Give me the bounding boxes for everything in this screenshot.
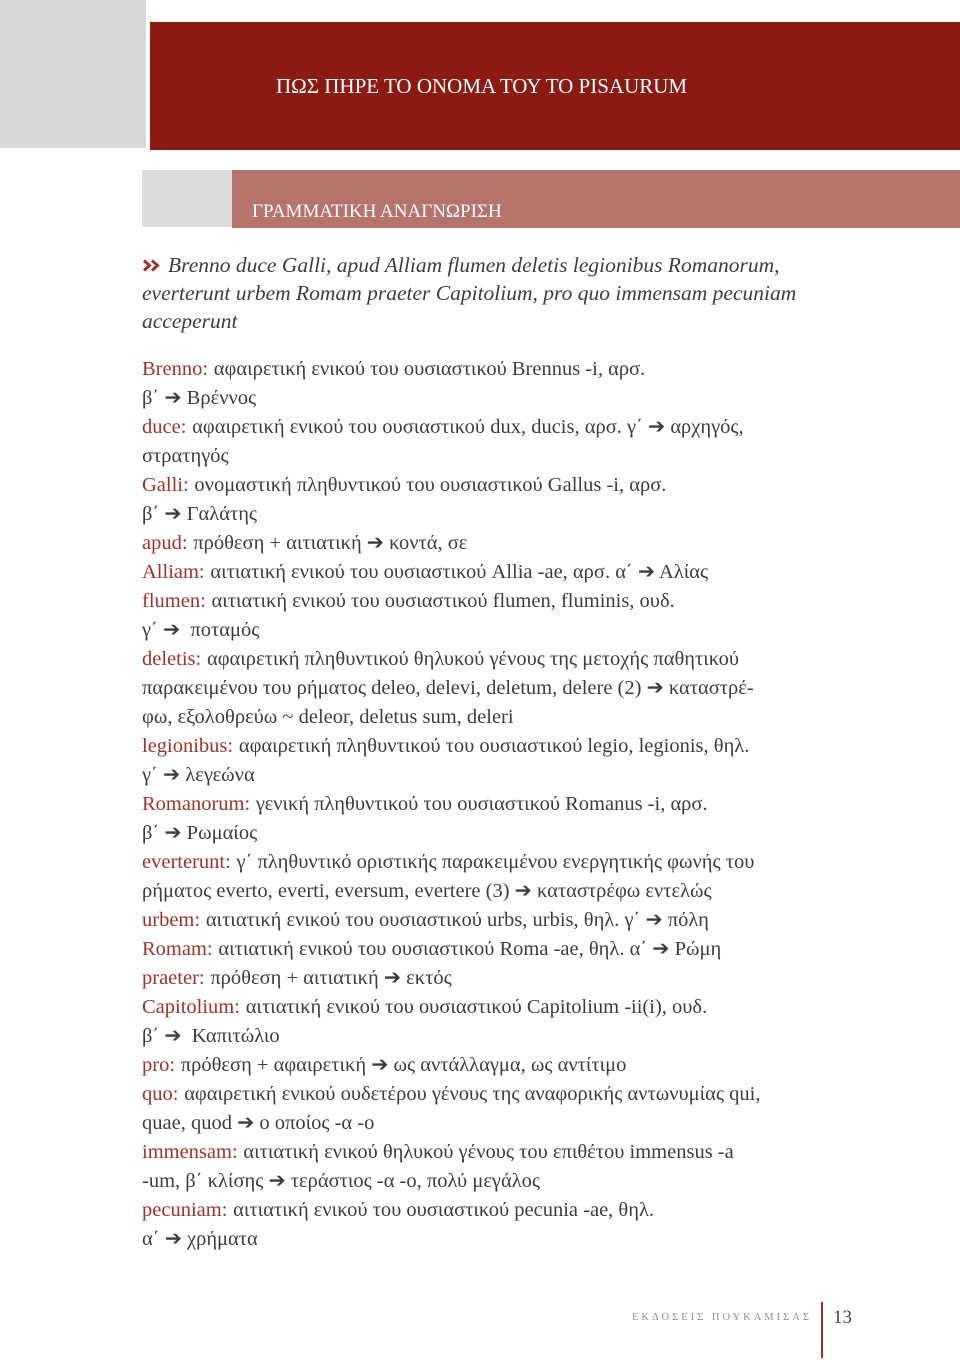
- footer-divider: [821, 1302, 823, 1358]
- entry-line: β΄ ➔ Ρωμαίος: [142, 822, 258, 844]
- entry-text: αιτιατική ενικού του ουσιαστικού Roma -ae, θηλ. α΄ ➔ Ρώμη: [218, 938, 722, 960]
- entry-text: πρόθεση + αιτιατική ➔ κοντά, σε: [193, 532, 468, 554]
- entry-line: [142, 732, 760, 761]
- entry-line: β΄ ➔ Γαλάτης: [142, 503, 258, 525]
- entry-pecuniam: [142, 1196, 760, 1254]
- entry-text: αιτιατική ενικού του ουσιαστικού urbs, urbis, θηλ. γ΄ ➔ πόλη: [205, 909, 709, 931]
- entry-line: [142, 645, 760, 674]
- entry-praeter: [142, 964, 760, 993]
- latin-line: Brenno duce Galli, apud Alliam flumen deletis legionibus Romanorum,: [168, 253, 780, 277]
- entry-immensam: [142, 1138, 760, 1196]
- entry-text: αφαιρετική πληθυντικού θηλυκού γένους της μετοχής παθητικού: [206, 648, 740, 670]
- entry-text: αιτιατική ενικού του ουσιαστικού Capitolium -ii(i), ουδ.: [245, 996, 708, 1018]
- entry-text: αφαιρετική ενικού του ουσιαστικού dux, ducis, αρσ. γ΄ ➔ αρχηγός,: [192, 416, 744, 438]
- entry-line: quae, quod ➔ ο οποίος -α -ο: [142, 1112, 375, 1134]
- entry-brenno: [142, 355, 760, 413]
- entry-galli: [142, 471, 760, 529]
- entry-term: flumen:: [142, 590, 206, 612]
- entry-line: [142, 587, 760, 616]
- entry-text: αιτιατική ενικού θηλυκού γένους του επιθέτου immensus -a: [243, 1141, 734, 1163]
- entry-duce: [142, 413, 760, 471]
- entry-term: Romam:: [142, 938, 213, 960]
- entry-text: αφαιρετική ενικού ουδετέρου γένους της αναφορικής αντωνυμίας qui,: [184, 1083, 761, 1105]
- entry-everterunt: [142, 848, 760, 906]
- entry-text: αιτιατική ενικού του ουσιαστικού pecunia -ae, θηλ.: [233, 1199, 655, 1221]
- entry-flumen: [142, 587, 760, 645]
- latin-line: acceperunt: [142, 309, 238, 333]
- entry-line: γ΄ ➔ ποταμός: [142, 619, 260, 641]
- entry-term: Brenno:: [142, 358, 209, 380]
- entry-term: duce:: [142, 416, 187, 438]
- entry-text: ονομαστική πληθυντικού του ουσιαστικού Gallus -i, αρσ.: [194, 474, 667, 496]
- entry-term: praeter:: [142, 967, 205, 989]
- entry-term: apud:: [142, 532, 188, 554]
- entry-text: πρόθεση + αιτιατική ➔ εκτός: [210, 967, 452, 989]
- entry-deletis: [142, 645, 760, 732]
- entry-line: [142, 993, 760, 1022]
- page-title: ΠΩΣ ΠΗΡΕ ΤΟ ΟΝΟΜΑ ΤΟΥ ΤΟ PISAURUM: [276, 74, 688, 98]
- section-grey-block: [142, 170, 232, 227]
- entry-text: αιτιατική ενικού του ουσιαστικού Allia -ae, αρσ. α΄ ➔ Αλίας: [210, 561, 709, 583]
- entry-text: γ΄ πληθυντικό οριστικής παρακειμένου ενεργητικής φωνής του: [236, 851, 755, 873]
- entry-line: [142, 529, 760, 558]
- entry-line: -um, β΄ κλίσης ➔ τεράστιος -α -ο, πολύ μεγάλος: [142, 1170, 541, 1192]
- page-number: 13: [833, 1307, 852, 1328]
- entry-line: [142, 848, 760, 877]
- entry-line: [142, 906, 760, 935]
- entry-romam: [142, 935, 760, 964]
- entry-capitolium: [142, 993, 760, 1051]
- entry-term: quo:: [142, 1083, 179, 1105]
- entry-line: γ΄ ➔ λεγεώνα: [142, 764, 255, 786]
- entry-line: β΄ ➔ Καπιτώλιο: [142, 1025, 280, 1047]
- entry-apud: [142, 529, 760, 558]
- entry-text: αφαιρετική ενικού του ουσιαστικού Brennus -i, αρσ.: [213, 358, 646, 380]
- entry-line: [142, 1196, 760, 1225]
- entry-term: everterunt:: [142, 851, 231, 873]
- entry-urbem: [142, 906, 760, 935]
- header-grey-block: [0, 0, 146, 148]
- entry-line: στρατηγός: [142, 445, 229, 467]
- latin-sentence: [142, 251, 796, 335]
- entry-term: legionibus:: [142, 735, 234, 757]
- entry-line: [142, 413, 760, 442]
- entry-line: [142, 355, 760, 384]
- entry-term: urbem:: [142, 909, 201, 931]
- entry-line: φω, εξολοθρεύω ~ deleor, deletus sum, deleri: [142, 706, 514, 728]
- entry-line: παρακειμένου του ρήματος deleo, delevi, deletum, delere (2) ➔ καταστρέ-: [142, 677, 754, 699]
- entry-term: deletis:: [142, 648, 202, 670]
- entry-line: [142, 558, 760, 587]
- entry-legionibus: [142, 732, 760, 790]
- entry-line: [142, 1138, 760, 1167]
- entry-term: pro:: [142, 1054, 176, 1076]
- entry-text: αιτιατική ενικού του ουσιαστικού flumen, fluminis, ουδ.: [211, 590, 675, 612]
- entry-line: α΄ ➔ χρήματα: [142, 1228, 258, 1250]
- entry-term: Romanorum:: [142, 793, 251, 815]
- entry-line: β΄ ➔ Βρέννος: [142, 387, 257, 409]
- entry-alliam: [142, 558, 760, 587]
- entry-line: ρήματος everto, everti, eversum, evertere (3) ➔ καταστρέφω εντελώς: [142, 880, 712, 902]
- entry-term: pecuniam:: [142, 1199, 228, 1221]
- entry-term: immensam:: [142, 1141, 238, 1163]
- publisher-name: ΕΚΔΟΣΕΙΣ ΠΟΥΚΑΜΙΣΑΣ: [632, 1312, 812, 1323]
- latin-line: everterunt urbem Romam praeter Capitolium, pro quo immensam pecuniam: [142, 281, 797, 305]
- entry-quo: [142, 1080, 760, 1138]
- entry-line: [142, 935, 760, 964]
- entry-term: Capitolium:: [142, 996, 240, 1018]
- entry-line: [142, 790, 760, 819]
- entry-line: [142, 1080, 760, 1109]
- entry-text: πρόθεση + αφαιρετική ➔ ως αντάλλαγμα, ως αντίτιμο: [180, 1054, 627, 1076]
- entry-term: Galli:: [142, 474, 189, 496]
- entry-romanorum: [142, 790, 760, 848]
- grammar-entries: [142, 355, 760, 1254]
- entry-line: [142, 1051, 760, 1080]
- entry-text: γενική πληθυντικού του ουσιαστικού Romanus -i, αρσ.: [255, 793, 708, 815]
- entry-term: Alliam:: [142, 561, 205, 583]
- section-title: ΓΡΑΜΜΑΤΙΚΗ ΑΝΑΓΝΩΡΙΣΗ: [252, 201, 502, 222]
- entry-pro: [142, 1051, 760, 1080]
- entry-text: αφαιρετική πληθυντικού του ουσιαστικού legio, legionis, θηλ.: [238, 735, 750, 757]
- entry-line: [142, 964, 760, 993]
- entry-line: [142, 471, 760, 500]
